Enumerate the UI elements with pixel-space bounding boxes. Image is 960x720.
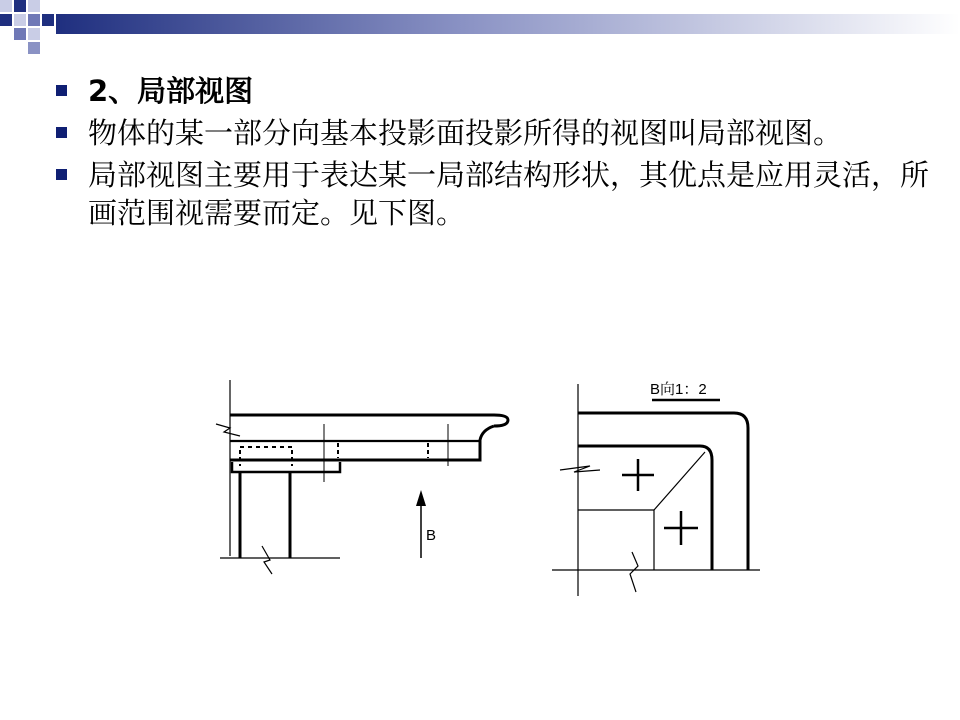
view-label: B向1：2 [650, 381, 707, 398]
bullet-text: 局部视图主要用于表达某一局部结构形状，其优点是应用灵活，所画范围视需要而定。见下图。 [88, 158, 930, 230]
partial-view-b [552, 384, 760, 596]
bullet-text: 物体的某一部分向基本投影面投影所得的视图叫局部视图。 [88, 116, 843, 150]
arrow-label: B [426, 527, 437, 544]
front-view [216, 380, 508, 574]
bullet-text: 2、局部视图 [88, 74, 254, 108]
arrow-head-icon [416, 490, 426, 506]
